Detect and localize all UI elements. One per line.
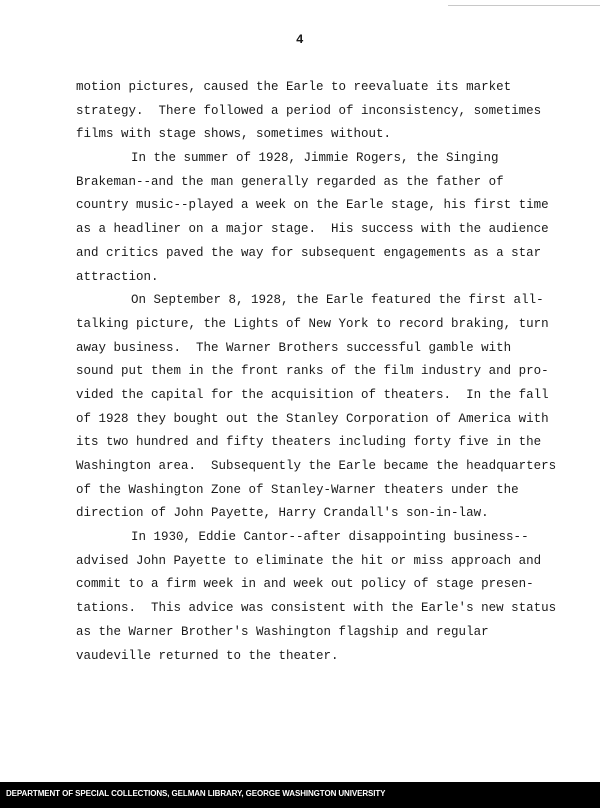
body-line: strategy. There followed a period of inconsistency, sometimes	[76, 103, 542, 118]
body-line: direction of John Payette, Harry Crandall's son-in-law.	[76, 506, 489, 521]
body-line: commit to a firm week in and week out policy of stage presen-	[76, 577, 534, 592]
body-line: its two hundred and fifty theaters including forty five in the	[76, 435, 542, 450]
top-edge-rule	[448, 5, 600, 6]
body-line: Brakeman--and the man generally regarded as the father of	[76, 174, 504, 189]
body-line: vided the capital for the acquisition of theaters. In the fall	[76, 387, 549, 402]
body-line: country music--played a week on the Earle stage, his first time	[76, 198, 549, 213]
body-line: and critics paved the way for subsequent engagements as a star	[76, 245, 542, 260]
body-line: away business. The Warner Brothers successful gamble with	[76, 340, 512, 355]
paragraph-start-line: On September 8, 1928, the Earle featured the first all-	[131, 293, 544, 308]
body-line: advised John Payette to eliminate the hit or miss approach and	[76, 553, 542, 568]
body-line: of 1928 they bought out the Stanley Corporation of America with	[76, 411, 549, 426]
archive-footer-bar	[0, 782, 600, 808]
document-body	[76, 76, 557, 668]
archive-credit: DEPARTMENT OF SPECIAL COLLECTIONS, GELMAN LIBRARY, GEORGE WASHINGTON UNIVERSITY	[6, 789, 386, 798]
body-line: as a headliner on a major stage. His success with the audience	[76, 222, 549, 237]
paragraph-start-line: In 1930, Eddie Cantor--after disappointing business--	[131, 530, 529, 545]
body-line: of the Washington Zone of Stanley-Warner theaters under the	[76, 482, 519, 497]
body-line: tations. This advice was consistent with the Earle's new status	[76, 601, 557, 616]
page-number: 4	[295, 33, 304, 47]
paragraph-start-line: In the summer of 1928, Jimmie Rogers, the Singing	[131, 151, 499, 166]
body-line: sound put them in the front ranks of the film industry and pro-	[76, 364, 549, 379]
body-line: films with stage shows, sometimes without.	[76, 127, 392, 142]
body-line: Washington area. Subsequently the Earle became the headquarters	[76, 459, 557, 473]
body-line: motion pictures, caused the Earle to reevaluate its market	[76, 80, 512, 94]
body-line: attraction.	[76, 269, 159, 284]
body-line: talking picture, the Lights of New York to record braking, turn	[76, 316, 549, 331]
body-line: as the Warner Brother's Washington flagship and regular	[76, 624, 489, 639]
body-line: vaudeville returned to the theater.	[76, 648, 339, 663]
